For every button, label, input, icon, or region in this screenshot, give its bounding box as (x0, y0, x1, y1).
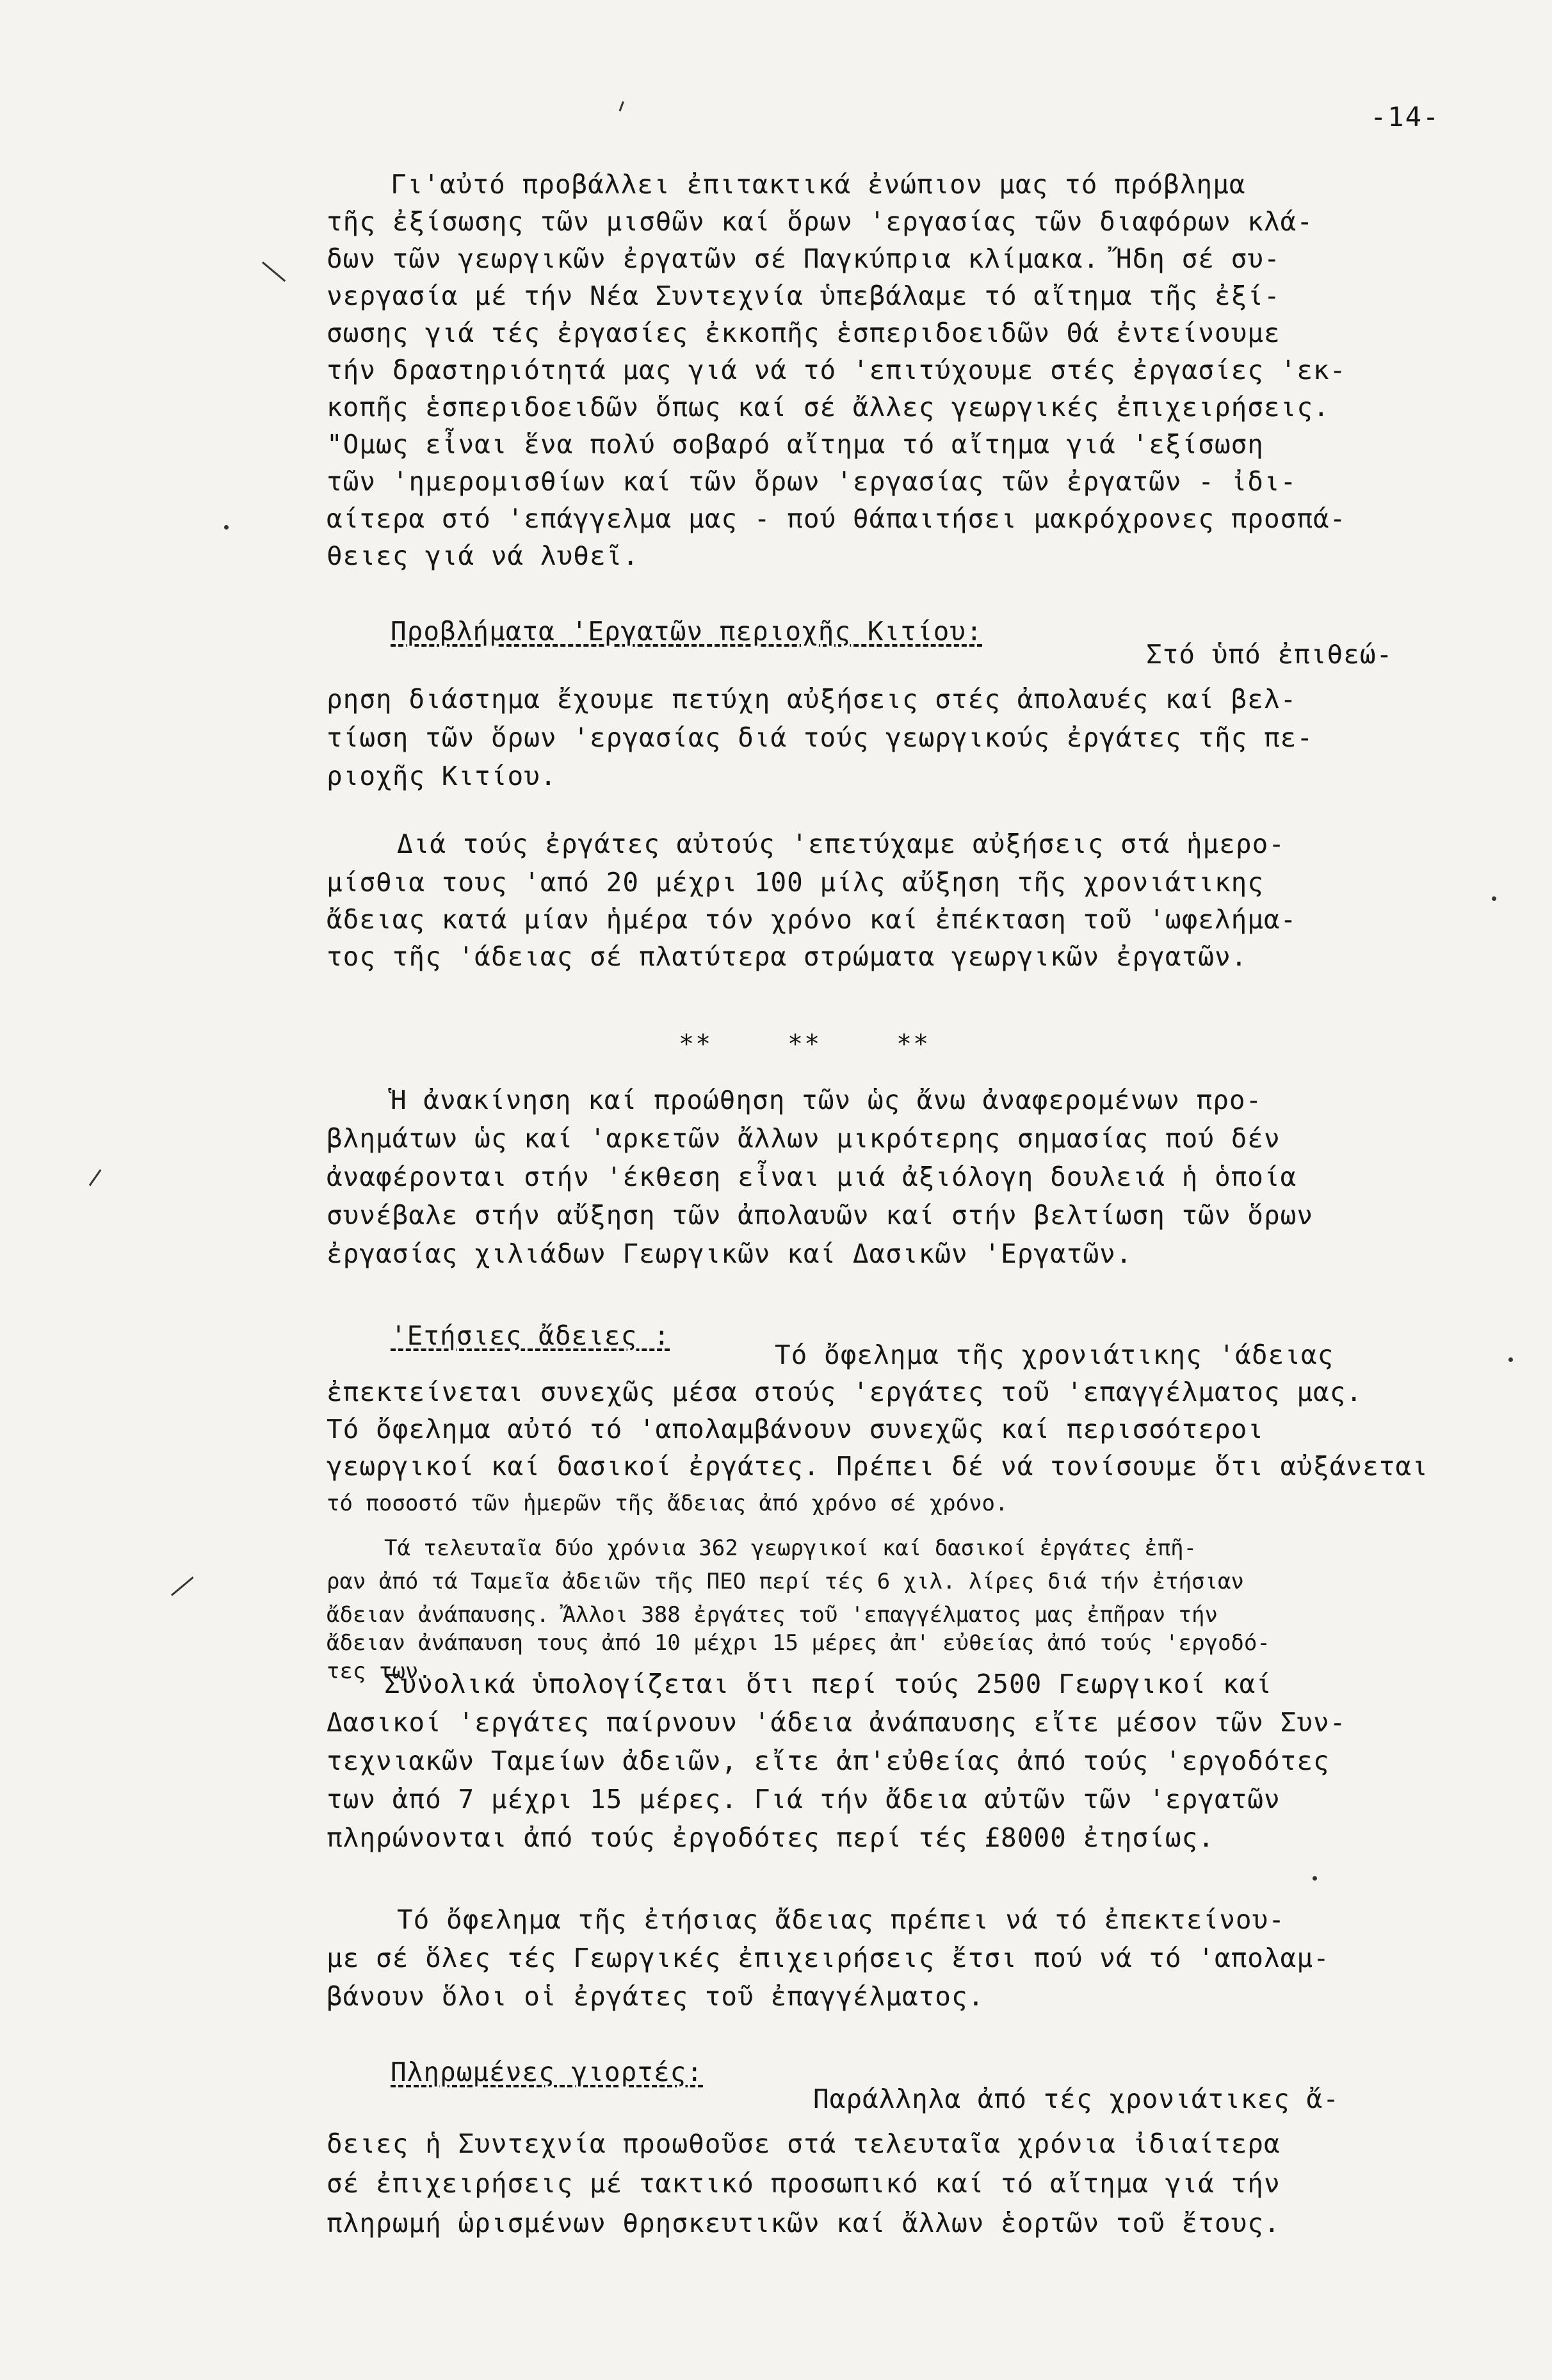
heading-continuation: Παράλληλα ἀπό τές χρονιάτικες ἄ- (813, 2084, 1339, 2114)
stray-pen-mark (171, 1576, 194, 1596)
page-number: -14- (1370, 101, 1441, 133)
text-line: θειες γιά νά λυθεῖ. (327, 540, 639, 571)
stray-pen-mark (619, 101, 624, 111)
text-line: ἐπεκτείνεται συνεχῶς μέσα στούς 'εργάτες τοῦ 'επαγγέλματος μας. (327, 1377, 1363, 1407)
text-line: τήν δραστηριότητά μας γιά νά τό 'επιτύχουμε στές ἐργασίες 'εκ- (327, 355, 1346, 385)
section-heading: 'Ετήσιες ἄδειες : (391, 1320, 670, 1351)
text-line: ριοχῆς Κιτίου. (327, 761, 557, 791)
separator-mark: ** (679, 1030, 713, 1059)
text-line: δων τῶν γεωργικῶν ἐργατῶν σέ Παγκύπρια κλίμακα. Ἤδη σέ συ- (327, 243, 1281, 274)
section-heading: Προβλήματα 'Εργατῶν περιοχῆς Κιτίου: (391, 616, 983, 647)
separator-stars (679, 1030, 1005, 1059)
text-line: ραν ἀπό τά Ταμεῖα ἀδειῶν τῆς ΠΕΟ περί τές 6 χιλ. λίρες διά τήν ἐτήσιαν (327, 1569, 1244, 1594)
text-line: τος τῆς 'άδειας σέ πλατύτερα στρώματα γεωργικῶν ἐργατῶν. (327, 941, 1248, 972)
text-line: βάνουν ὅλοι οἱ ἐργάτες τοῦ ἐπαγγέλματος. (327, 1981, 985, 2012)
text-line: τίωση τῶν ὅρων 'εργασίας διά τούς γεωργικούς ἐργάτες τῆς πε- (327, 722, 1314, 753)
text-line: γεωργικοί καί δασικοί ἐργάτες. Πρέπει δέ νά τονίσουμε ὅτι αὐξάνεται (327, 1451, 1428, 1482)
stray-pen-mark (262, 261, 286, 282)
text-line: τῶν 'ημερομισθίων καί τῶν ὅρων 'εργασίας τῶν ἐργατῶν - ἰδι- (327, 466, 1297, 497)
stray-dot (1492, 896, 1496, 901)
text-line: Γι'αὐτό προβάλλει ἐπιτακτικά ἐνώπιον μας τό πρόβλημα (391, 169, 1246, 200)
text-line: δειες ἡ Συντεχνία προωθοῦσε στά τελευταῖα χρόνια ἰδιαίτερα (327, 2128, 1281, 2159)
stray-dot (1313, 1876, 1317, 1881)
text-line: αίτερα στό 'επάγγελμα μας - πού θάπαιτήσει μακρόχρονες προσπά- (327, 503, 1346, 534)
text-line: συνέβαλε στήν αὔξηση τῶν ἀπολαυῶν καί στήν βελτίωση τῶν ὅρων (327, 1200, 1314, 1231)
text-line: ἀναφέρονται στήν 'έκθεση εἶναι μιά ἀξιόλογη δουλειά ἡ ὁποία (327, 1162, 1297, 1192)
text-line: "Ομως εἶναι ἕνα πολύ σοβαρό αἴτημα τό αἴτημα γιά 'εξίσωση (327, 429, 1264, 460)
text-line: Δασικοί 'εργάτες παίρνουν 'άδεια ἀνάπαυσης εἴτε μέσον τῶν Συν- (327, 1707, 1346, 1738)
text-line: Διά τούς ἐργάτες αὐτούς 'επετύχαμε αὐξήσεις στά ἡμερο- (397, 829, 1285, 859)
text-line: ἄδειαν ἀνάπαυσης. Ἄλλοι 388 ἐργάτες τοῦ 'επαγγέλματος μας ἐπῆραν τήν (327, 1602, 1218, 1628)
text-line: με σέ ὅλες τές Γεωργικές ἐπιχειρήσεις ἔτσι πού νά τό 'απολαμ- (327, 1943, 1330, 1973)
text-line: σωσης γιά τές ἐργασίες ἐκκοπῆς ἑσπεριδοειδῶν Θά ἐντείνουμε (327, 318, 1281, 348)
text-line: τεχνιακῶν Ταμείων ἀδειῶν, εἴτε ἀπ'εὐθείας ἀπό τούς 'εργοδότες (327, 1745, 1330, 1776)
text-line: ἄδειας κατά μίαν ἡμέρα τόν χρόνο καί ἐπέκταση τοῦ 'ωφελήμα- (327, 904, 1297, 935)
text-line: των ἀπό 7 μέχρι 15 μέρες. Γιά τήν ἄδεια αὐτῶν τῶν 'εργατῶν (327, 1784, 1281, 1815)
text-line: Τό ὄφελημα αὐτό τό 'απολαμβάνουν συνεχῶς καί περισσότεροι (327, 1414, 1264, 1445)
text-line: μίσθια τους 'από 20 μέχρι 100 μίλς αὔξηση τῆς χρονιάτικης (327, 867, 1264, 898)
stray-dot (1508, 1357, 1513, 1362)
text-line: τό ποσοστό τῶν ἡμερῶν τῆς ἄδειας ἀπό χρόνο σέ χρόνο. (327, 1491, 1008, 1516)
separator-mark: ** (788, 1030, 821, 1059)
text-line: Συνολικά ὑπολογίζεται ὅτι περί τούς 2500 Γεωργικοί καί (384, 1669, 1272, 1699)
stray-dot (224, 525, 229, 530)
heading-continuation: Στό ὑπό ἐπιθεώ- (1146, 639, 1393, 670)
text-line: ρηση διάστημα ἔχουμε πετύχη αὐξήσεις στές ἀπολαυές καί βελ- (327, 684, 1297, 715)
text-line: τες των. (327, 1658, 432, 1684)
text-line: Τά τελευταῖα δύο χρόνια 362 γεωργικοί καί δασικοί ἐργάτες ἐπῆ- (384, 1535, 1197, 1561)
text-line: βλημάτων ὡς καί 'αρκετῶν ἄλλων μικρότερης σημασίας πού δέν (327, 1123, 1281, 1154)
text-line: νεργασία μέ τήν Νέα Συντεχνία ὑπεβάλαμε τό αἴτημα τῆς ἐξί- (327, 280, 1281, 311)
text-line: Τό ὄφελημα τῆς ἐτήσιας ἄδειας πρέπει νά τό ἐπεκτείνου- (397, 1904, 1285, 1935)
separator-mark: ** (896, 1030, 930, 1059)
text-line: πληρώνονται ἀπό τούς ἐργοδότες περί τές £8000 ἐτησίως. (327, 1822, 1215, 1853)
heading-continuation: Τό ὄφελημα τῆς χρονιάτικης 'άδειας (775, 1340, 1334, 1370)
text-line: πληρωμή ὡρισμένων θρησκευτικῶν καί ἄλλων ἑορτῶν τοῦ ἔτους. (327, 2208, 1281, 2238)
text-line: ἐργασίας χιλιάδων Γεωργικῶν καί Δασικῶν 'Εργατῶν. (327, 1238, 1133, 1269)
section-heading: Πληρωμένες γιορτές: (391, 2057, 703, 2087)
text-line: κοπῆς ἑσπεριδοειδῶν ὅπως καί σέ ἄλλες γεωργικές ἐπιχειρήσεις. (327, 392, 1330, 423)
text-line: σέ ἐπιχειρήσεις μέ τακτικό προσωπικό καί τό αἴτημα γιά τήν (327, 2168, 1281, 2199)
text-line: Ἡ ἀνακίνηση καί προώθηση τῶν ὡς ἄνω ἀναφερομένων προ- (391, 1085, 1263, 1115)
stray-pen-mark (89, 1169, 102, 1186)
text-line: ἄδειαν ἀνάπαυση τους ἀπό 10 μέχρι 15 μέρες ἀπ' εὐθείας ἀπό τούς 'εργοδό- (327, 1630, 1270, 1656)
text-line: τῆς ἐξίσωσης τῶν μισθῶν καί ὅρων 'εργασίας τῶν διαφόρων κλά- (327, 206, 1314, 237)
